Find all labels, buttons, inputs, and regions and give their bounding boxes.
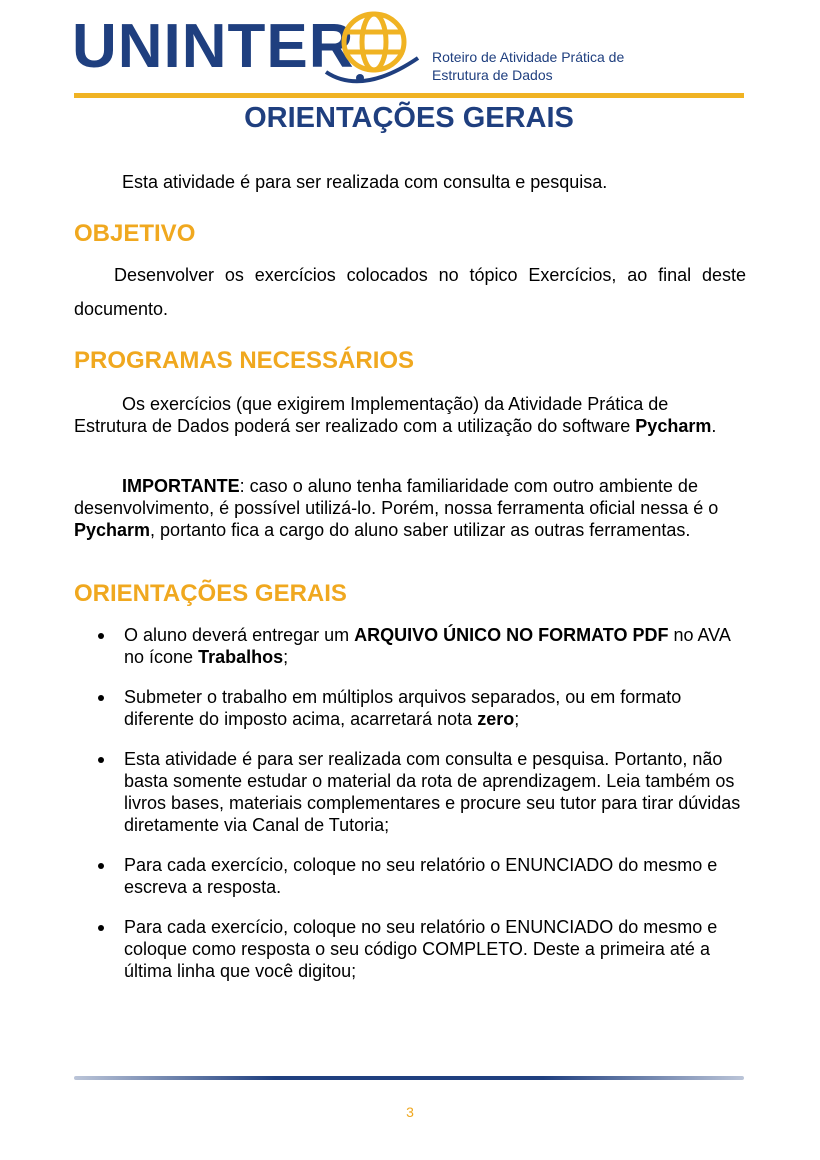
footer-divider <box>74 1076 744 1080</box>
globe-logo-icon <box>322 10 422 90</box>
page-number: 3 <box>406 1104 414 1120</box>
list-item: Para cada exercício, coloque no seu relatório o ENUNCIADO do mesmo e coloque como resposta o seu código COMPLETO. Deste a primeira até a última linha que você digitou; <box>74 916 746 982</box>
programas-paragraph-2: IMPORTANTE: caso o aluno tenha familiaridade com outro ambiente de desenvolvimento, é possível utilizá-lo. Porém, nossa ferramenta oficial nessa é o Pycharm, portanto fica a cargo do aluno saber utilizar as outras ferramentas. <box>74 476 719 540</box>
orientacoes-list <box>74 624 746 1000</box>
header-subtitle: Roteiro de Atividade Prática de Estrutura de Dados <box>432 49 625 83</box>
list-item: Esta atividade é para ser realizada com consulta e pesquisa. Portanto, não basta somente estudar o material da rota de aprendizagem. Leia também os livros bases, materiais complementares e procure seu tutor para tirar dúvidas diretamente via Canal de Tutoria; <box>74 748 746 836</box>
list-item: O aluno deverá entregar um ARQUIVO ÚNICO NO FORMATO PDF no AVA no ícone Trabalhos; <box>74 624 746 668</box>
list-item: Para cada exercício, coloque no seu relatório o ENUNCIADO do mesmo e escreva a resposta. <box>74 854 746 898</box>
objetivo-paragraph: Desenvolver os exercícios colocados no tópico Exercícios, ao final deste documento. <box>74 265 746 319</box>
objetivo-heading: OBJETIVO <box>74 220 196 247</box>
uninter-logo: UNINTER <box>72 12 355 81</box>
header-divider <box>74 93 744 98</box>
page-header <box>72 10 744 92</box>
programas-heading: PROGRAMAS NECESSÁRIOS <box>74 347 415 374</box>
orientacoes-heading: ORIENTAÇÕES GERAIS <box>74 580 347 607</box>
list-item: Submeter o trabalho em múltiplos arquivos separados, ou em formato diferente do imposto acima, acarretará nota zero; <box>74 686 746 730</box>
programas-paragraph-1: Os exercícios (que exigirem Implementação) da Atividade Prática de Estrutura de Dados poderá ser realizado com a utilização do software Pycharm. <box>74 394 717 436</box>
intro-paragraph: Esta atividade é para ser realizada com consulta e pesquisa. <box>122 172 608 192</box>
page-title: ORIENTAÇÕES GERAIS <box>244 102 574 134</box>
